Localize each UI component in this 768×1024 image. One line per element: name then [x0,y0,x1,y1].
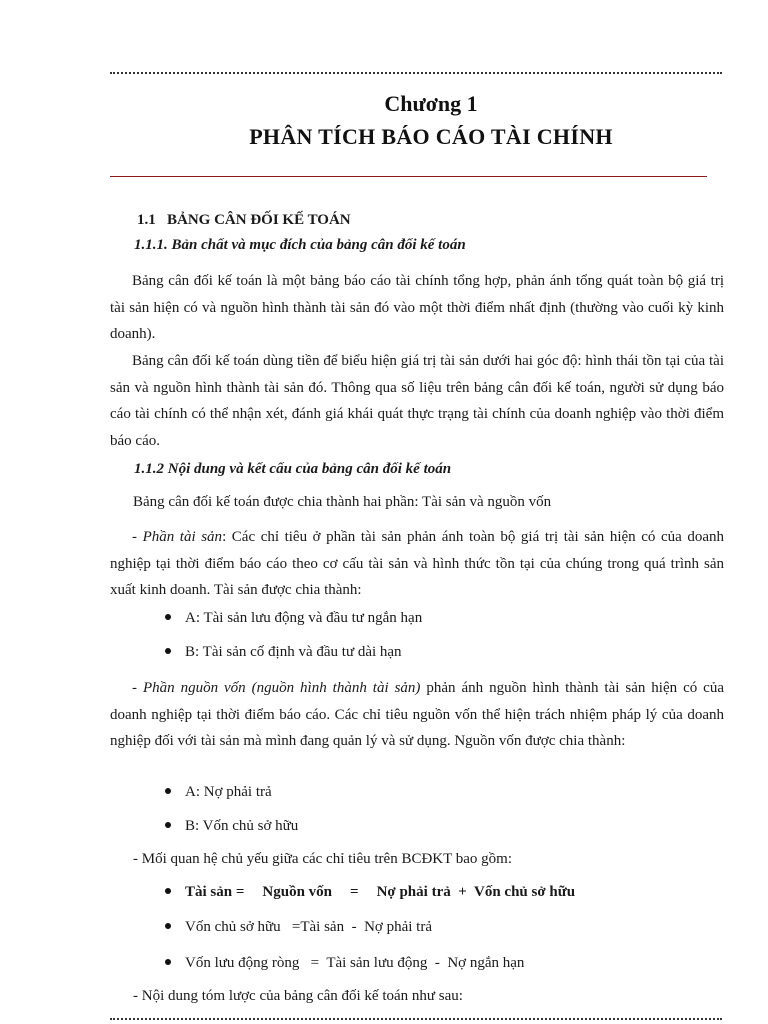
bullet-icon [165,788,171,794]
title-underline [110,176,707,177]
equation-item [165,884,575,901]
list-item [165,644,402,661]
summary-intro-line: - Nội dung tóm lược của bảng cân đối kế toán như sau: [133,988,463,1004]
assets-label: Phần tài sản [142,529,223,545]
equation-item [165,919,432,936]
equation-item [165,955,524,972]
sources-label: Phần nguồn vốn (nguồn hình thành tài sản) [142,680,421,696]
bullet-icon [165,888,171,894]
top-dotted-rule [110,72,722,74]
relation-intro-line: - Mối quan hệ chủ yếu giữa các chỉ tiêu trên BCĐKT bao gồm: [133,851,513,867]
bullet-icon [165,822,171,828]
bullet-icon [165,959,171,965]
equation-middle: Nguồn vốn [262,884,333,900]
page-title: PHÂN TÍCH BÁO CÁO TÀI CHÍNH [249,124,613,149]
equation-lhs: Tài sản = [185,884,245,900]
list-item [165,818,298,835]
equation-text: Vốn lưu động ròng = Tài sản lưu động - Nợ ngắn hạn [185,955,525,971]
list-item-label: B: Tài sản cố định và đầu tư dài hạn [185,644,402,660]
subsection-heading-2: 1.1.2 Nội dung và kết cấu của bảng cân đối kế toán [134,461,452,477]
section-heading: 1.1 BẢNG CÂN ĐỐI KẾ TOÁN [137,212,351,228]
chapter-heading: Chương 1 [384,91,478,116]
bottom-dotted-rule [110,1018,722,1020]
bullet-icon [165,923,171,929]
equation-equals: = [350,884,359,900]
subsection-heading-1: 1.1.1. Bản chất và mục đích của bảng cân đối kế toán [134,237,466,253]
parts-intro-line: Bảng cân đối kế toán được chia thành hai phần: Tài sản và nguồn vốn [133,494,552,510]
paragraph-purpose: Bảng cân đối kế toán dùng tiền để biểu hiện giá trị tài sản dưới hai góc độ: hình thái tồn tại của tài sản và nguồn hình thành tài sản đó. Thông qua số liệu trên bảng cân đối kế toán, người sử dụng báo cáo tài chính có thể nhận xét, đánh giá khái quát thực trạng tài chính của doanh nghiệp vào thời điểm báo cáo. [110,353,724,449]
sources-text: phản ánh nguồn hình thành tài sản hiện có của doanh nghiệp tại thời điểm báo cáo. Các chỉ tiêu nguồn vốn thể hiện trách nhiệm pháp lý của doanh nghiệp đối với tài sản mà mình đang quản lý và sử dụng. Nguồn vốn được chia thành: [110,680,724,749]
list-item [165,784,272,801]
bullet-icon [165,648,171,654]
paragraph-definition: Bảng cân đối kế toán là một bảng báo cáo tài chính tổng hợp, phản ánh tổng quát toàn bộ giá trị tài sản hiện có và nguồn hình thành tài sản đó vào một thời điểm nhất định (thường vào cuối kỳ kinh doanh). [110,273,724,342]
list-item [165,610,422,627]
bullet-icon [165,614,171,620]
list-item-label: B: Vốn chủ sở hữu [185,818,299,834]
list-item-label: A: Tài sản lưu động và đầu tư ngắn hạn [185,610,423,626]
list-item-label: A: Nợ phải trả [185,784,272,800]
equation-text: Vốn chủ sở hữu =Tài sản - Nợ phải trả [185,919,432,935]
paragraph-assets [110,524,724,604]
paragraph-sources [110,675,724,755]
sources-prefix: - [132,680,143,696]
assets-text: : Các chỉ tiêu ở phần tài sản phản ánh toàn bộ giá trị tài sản hiện có của doanh nghiệp tại thời điểm báo cáo theo cơ cấu tài sản và hình thức tồn tại của chúng trong quá trình sản xuất kinh doanh. Tài sản được chia thành: [110,529,725,598]
assets-prefix: - [132,529,143,545]
equation-rhs: Nợ phải trả + Vốn chủ sở hữu [376,884,576,900]
